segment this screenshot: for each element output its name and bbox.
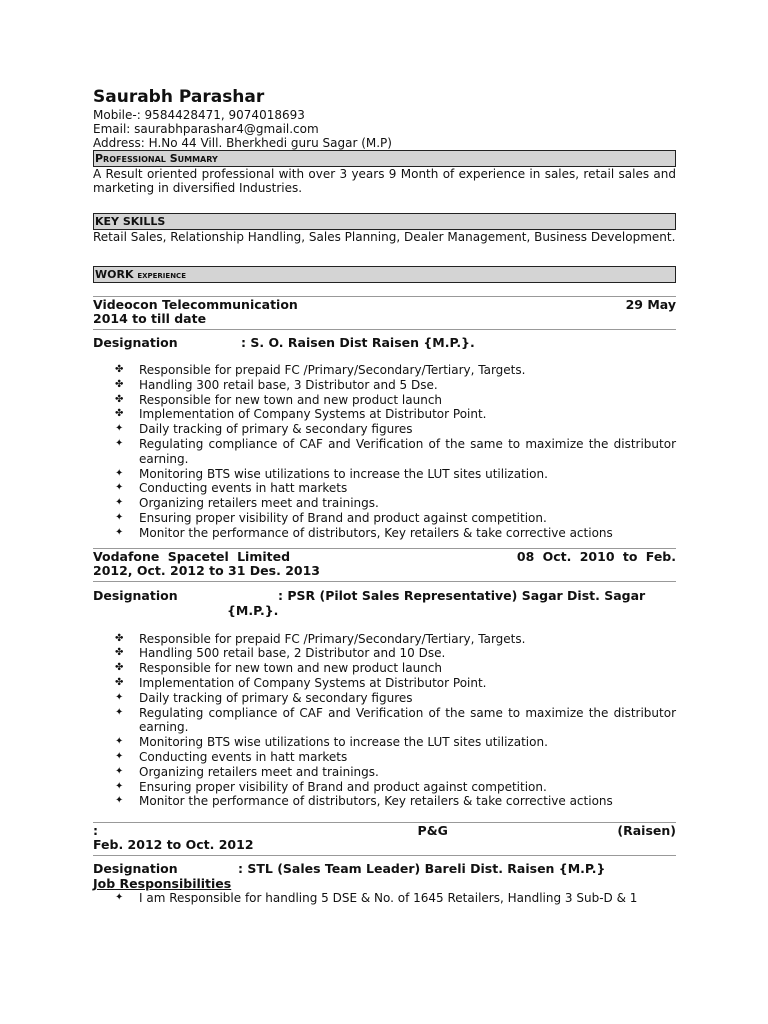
- mobile-line: Mobile-: 9584428471, 9074018693: [93, 108, 305, 122]
- list-item: [93, 750, 676, 765]
- job-1-date: 29 May: [625, 297, 676, 312]
- bullet-icon: ✤: [115, 378, 124, 390]
- bullet-text: Handling 300 retail base, 3 Distributor and 5 Dse.: [139, 377, 438, 392]
- job-2-designation-cont: {M.P.}.: [227, 602, 279, 618]
- designation-value: : STL (Sales Team Leader) Bareli Dist. Raisen {M.P.}: [238, 861, 606, 877]
- bullet-icon: ✦: [115, 482, 124, 494]
- job-1-bullets: [93, 363, 676, 541]
- designation-label: Designation: [93, 587, 178, 603]
- list-item: [93, 646, 676, 661]
- bullet-text: Daily tracking of primary & secondary figures: [139, 690, 413, 705]
- job-2-bullets: [93, 632, 676, 810]
- designation-label: Designation: [93, 335, 178, 350]
- job-3-designation: [93, 861, 676, 876]
- job-2-date: 08 Oct. 2010 to Feb.: [516, 548, 676, 564]
- bullet-icon: ✦: [115, 691, 124, 703]
- designation-value: : S. O. Raisen Dist Raisen {M.P.}.: [241, 335, 475, 350]
- bullet-icon: ✦: [115, 750, 124, 762]
- divider: [93, 581, 676, 582]
- job-3-location: (Raisen): [617, 823, 676, 839]
- work-heading-b: experience: [137, 270, 186, 281]
- bullet-text: Organizing retailers meet and trainings.: [139, 496, 379, 511]
- bullet-icon: ✤: [115, 647, 124, 659]
- bullet-icon: ✦: [115, 437, 124, 449]
- skills-text: Retail Sales, Relationship Handling, Sales Planning, Dealer Management, Business Development.: [93, 230, 676, 244]
- divider: [93, 855, 676, 856]
- bullet-text: Handling 500 retail base, 2 Distributor and 10 Dse.: [139, 646, 446, 661]
- list-item: [93, 765, 676, 780]
- bullet-text: Monitor the performance of distributors, Key retailers & take corrective actions: [139, 525, 613, 540]
- bullet-text: Ensuring proper visibility of Brand and product against competition.: [139, 510, 547, 525]
- list-item: [93, 496, 676, 511]
- email-line: Email: saurabhparashar4@gmail.com: [93, 122, 319, 136]
- bullet-icon: ✦: [115, 526, 124, 538]
- resume-page: [93, 86, 676, 906]
- list-item: [93, 661, 676, 676]
- job-2-header: [93, 550, 676, 564]
- list-item: [93, 378, 676, 393]
- bullet-text: Implementation of Company Systems at Distributor Point.: [139, 407, 487, 422]
- bullet-icon: ✤: [115, 632, 124, 644]
- summary-heading-text: Professional Summary: [95, 152, 218, 165]
- bullet-text: I am Responsible for handling 5 DSE & No. of 1645 Retailers, Handling 3 Sub-D & 1: [139, 891, 638, 906]
- bullet-icon: ✦: [115, 497, 124, 509]
- bullet-icon: ✦: [115, 795, 124, 807]
- summary-text: A Result oriented professional with over 3 years 9 Month of experience in sales, retail sales and marketing in diversified Industries.: [93, 167, 676, 195]
- bullet-icon: ✦: [115, 780, 124, 792]
- list-item: [93, 706, 676, 736]
- address-line: Address: H.No 44 Vill. Bherkhedi guru Sagar (M.P): [93, 136, 392, 150]
- bullet-text: Regulating compliance of CAF and Verification of the same to maximize the distributor earning.: [139, 705, 676, 735]
- bullet-icon: ✤: [115, 408, 124, 420]
- job-2-designation: [93, 588, 676, 603]
- list-item: [93, 735, 676, 750]
- bullet-icon: ✤: [115, 676, 124, 688]
- bullet-text: Organizing retailers meet and trainings.: [139, 764, 379, 779]
- list-item: [93, 891, 676, 906]
- job-3-bullets: [93, 891, 676, 906]
- skills-heading-text: KEY SKILLS: [95, 215, 166, 228]
- bullet-text: Responsible for prepaid FC /Primary/Secondary/Tertiary, Targets.: [139, 363, 526, 377]
- list-item: [93, 437, 676, 467]
- bullet-text: Monitoring BTS wise utilizations to increase the LUT sites utilization.: [139, 466, 548, 481]
- job-3-header: [93, 824, 676, 838]
- job-1-header: [93, 298, 676, 312]
- job-2-date-cont: 2012, Oct. 2012 to 31 Des. 2013: [93, 562, 320, 578]
- summary-heading: [93, 150, 676, 167]
- bullet-text: Conducting events in hatt markets: [139, 481, 348, 496]
- divider: [93, 329, 676, 330]
- bullet-icon: ✦: [115, 511, 124, 523]
- work-heading-a: WORK: [95, 268, 134, 281]
- designation-value: : PSR (Pilot Sales Representative) Sagar Dist. Sagar: [278, 587, 646, 603]
- bullet-text: Responsible for new town and new product launch: [139, 661, 443, 676]
- divider: [93, 822, 676, 823]
- job-3-date-cont: Feb. 2012 to Oct. 2012: [93, 837, 254, 853]
- job-3-colon: :: [93, 823, 98, 839]
- work-heading: [93, 266, 676, 283]
- job-1-designation: [93, 335, 676, 350]
- skills-heading: [93, 213, 676, 230]
- designation-label: Designation: [93, 861, 178, 877]
- bullet-text: Implementation of Company Systems at Distributor Point.: [139, 675, 487, 690]
- bullet-text: Ensuring proper visibility of Brand and product against competition.: [139, 779, 547, 794]
- list-item: [93, 794, 676, 809]
- candidate-name: Saurabh Parashar: [93, 87, 265, 107]
- list-item: [93, 780, 676, 795]
- bullet-icon: ✦: [115, 765, 124, 777]
- bullet-text: Monitoring BTS wise utilizations to increase the LUT sites utilization.: [139, 735, 548, 750]
- bullet-text: Responsible for prepaid FC /Primary/Secondary/Tertiary, Targets.: [139, 631, 526, 646]
- list-item: [93, 526, 676, 541]
- job-responsibilities-heading: Job Responsibilities: [93, 876, 232, 892]
- job-3-company: P&G: [417, 823, 448, 839]
- list-item: [93, 511, 676, 526]
- bullet-text: Daily tracking of primary & secondary figures: [139, 422, 413, 437]
- bullet-text: Responsible for new town and new product launch: [139, 392, 443, 407]
- job-1-company: Videocon Telecommunication: [93, 297, 298, 312]
- bullet-icon: ✤: [115, 364, 124, 375]
- list-item: [93, 676, 676, 691]
- list-item: [93, 422, 676, 437]
- list-item: [93, 632, 676, 647]
- bullet-icon: ✦: [115, 892, 124, 904]
- bullet-icon: ✤: [115, 662, 124, 674]
- job-1-date-cont: 2014 to till date: [93, 311, 207, 326]
- list-item: [93, 393, 676, 408]
- bullet-icon: ✤: [115, 393, 124, 405]
- bullet-text: Monitor the performance of distributors, Key retailers & take corrective actions: [139, 794, 613, 809]
- bullet-icon: ✦: [115, 467, 124, 479]
- bullet-icon: ✦: [115, 706, 124, 718]
- bullet-icon: ✦: [115, 423, 124, 435]
- bullet-icon: ✦: [115, 736, 124, 748]
- list-item: [93, 467, 676, 482]
- list-item: [93, 691, 676, 706]
- list-item: [93, 363, 676, 378]
- job-2-company: Vodafone Spacetel Limited: [93, 548, 291, 564]
- bullet-text: Conducting events in hatt markets: [139, 749, 348, 764]
- list-item: [93, 481, 676, 496]
- bullet-text: Regulating compliance of CAF and Verification of the same to maximize the distributor earning.: [139, 436, 676, 466]
- list-item: [93, 407, 676, 422]
